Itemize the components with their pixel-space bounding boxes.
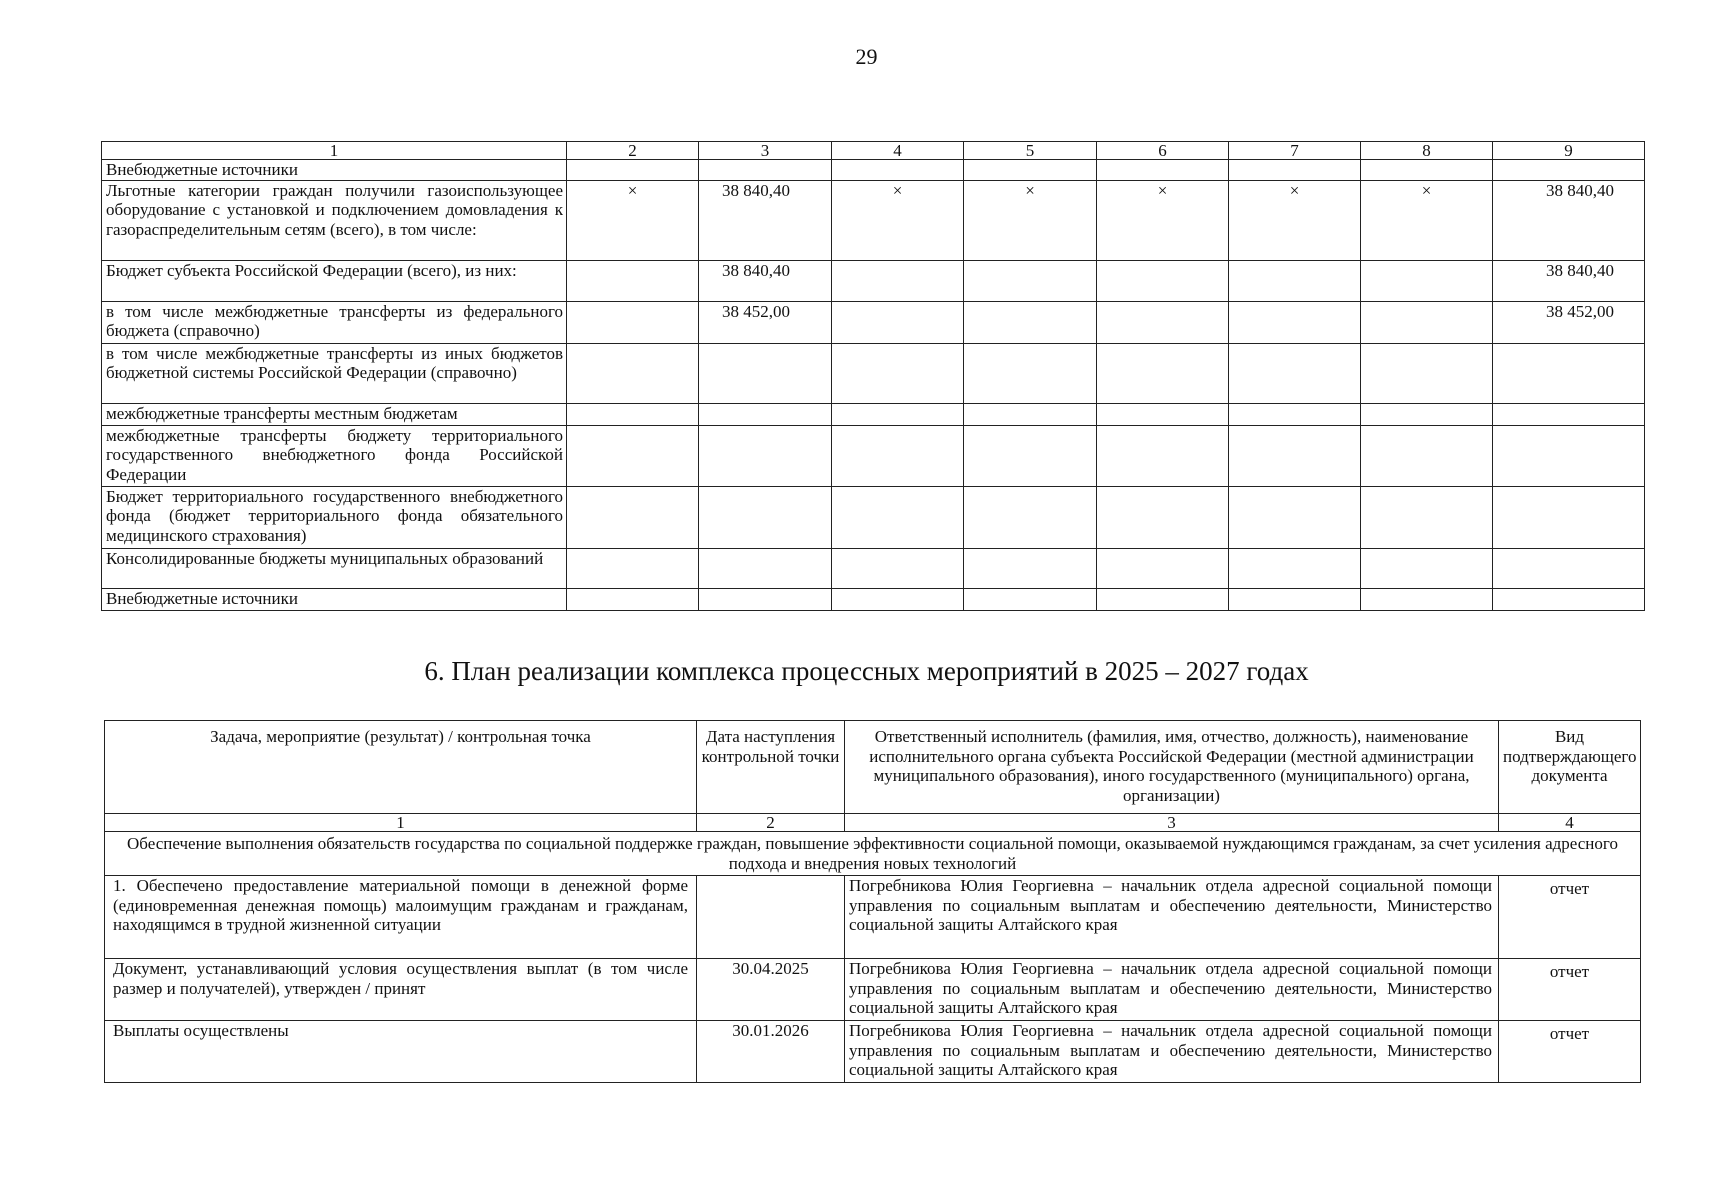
- cell: [832, 548, 964, 588]
- cell: [1097, 403, 1229, 425]
- cell: [1097, 301, 1229, 343]
- table-row: [102, 548, 1645, 588]
- cell: [1097, 425, 1229, 486]
- cell: [1493, 343, 1645, 403]
- row-label: в том числе межбюджетные трансферты из федерального бюджета (справочно): [102, 301, 567, 343]
- cell: [964, 588, 1097, 610]
- table-row: [102, 425, 1645, 486]
- cell: 38 452,00: [699, 301, 832, 343]
- cell: [964, 301, 1097, 343]
- row-label: межбюджетные трансферты местным бюджетам: [102, 403, 567, 425]
- cell: [1493, 160, 1645, 181]
- row-label: в том числе межбюджетные трансферты из иных бюджетов бюджетной системы Российской Федерации (справочно): [102, 343, 567, 403]
- cell: [832, 343, 964, 403]
- cell: [1229, 486, 1361, 548]
- cell: ×: [832, 180, 964, 260]
- column-header: 6: [1097, 142, 1229, 160]
- cell: [1361, 548, 1493, 588]
- activity-name: 1. Обеспечено предоставление материальной помощи в денежной форме (единовременная денежная помощь) малоимущим гражданам и гражданам, находящимся в трудной жизненной ситуации: [105, 876, 697, 959]
- row-label: Консолидированные бюджеты муниципальных образований: [102, 548, 567, 588]
- cell: [964, 403, 1097, 425]
- column-number: 1: [105, 814, 697, 832]
- cell: [699, 403, 832, 425]
- cell: ×: [1229, 180, 1361, 260]
- activity-name: Документ, устанавливающий условия осуществления выплат (в том числе размер и получателей), утвержден / принят: [105, 959, 697, 1021]
- cell: [964, 486, 1097, 548]
- cell: [567, 260, 699, 301]
- page-number: 29: [855, 44, 878, 69]
- cell: [1229, 548, 1361, 588]
- row-label: Бюджет субъекта Российской Федерации (всего), из них:: [102, 260, 567, 301]
- row-label: Внебюджетные источники: [102, 160, 567, 181]
- cell: [699, 160, 832, 181]
- cell: 38 840,40: [699, 180, 832, 260]
- cell: [832, 160, 964, 181]
- cell: [1361, 260, 1493, 301]
- cell: [699, 343, 832, 403]
- column-header: 5: [964, 142, 1097, 160]
- cell: [1361, 403, 1493, 425]
- row-label: межбюджетные трансферты бюджету территориального государственного внебюджетного фонда Российской Федерации: [102, 425, 567, 486]
- cell: [832, 486, 964, 548]
- cell: [1229, 343, 1361, 403]
- cell: [964, 160, 1097, 181]
- column-header: 1: [102, 142, 567, 160]
- budget-table-header: [102, 142, 1645, 160]
- cell: [567, 548, 699, 588]
- column-header: 3: [699, 142, 832, 160]
- cell: [699, 425, 832, 486]
- activity-name: Выплаты осуществлены: [105, 1021, 697, 1083]
- responsible-executor: Погребникова Юлия Георгиевна – начальник отдела адресной социальной помощи управления по социальным выплатам и обеспечению деятельности, Министерство социальной защиты Алтайского края: [845, 959, 1499, 1021]
- cell: [699, 486, 832, 548]
- table-row: [102, 588, 1645, 610]
- cell: [1361, 160, 1493, 181]
- table-row: [105, 876, 1641, 959]
- cell: [567, 403, 699, 425]
- cell: ×: [964, 180, 1097, 260]
- column-number: 4: [1499, 814, 1641, 832]
- table-row: [102, 486, 1645, 548]
- table-row: [102, 301, 1645, 343]
- cell: [1229, 588, 1361, 610]
- cell: ×: [1361, 180, 1493, 260]
- column-header: Дата наступления контрольной точки: [697, 721, 845, 814]
- plan-table: [104, 720, 1641, 1083]
- responsible-executor: Погребникова Юлия Георгиевна – начальник отдела адресной социальной помощи управления по социальным выплатам и обеспечению деятельности, Министерство социальной защиты Алтайского края: [845, 1021, 1499, 1083]
- cell: ×: [1097, 180, 1229, 260]
- cell: [964, 548, 1097, 588]
- document-type: отчет: [1499, 959, 1641, 1021]
- cell: [832, 425, 964, 486]
- cell: [1097, 343, 1229, 403]
- task-description: Обеспечение выполнения обязательств государства по социальной поддержке граждан, повышение эффективности социальной помощи, оказываемой нуждающимся гражданам, за счет усиления адресного подхода и внедрения новых технологий: [105, 832, 1641, 876]
- cell: [964, 425, 1097, 486]
- table-row: [102, 260, 1645, 301]
- cell: [832, 260, 964, 301]
- cell: [1097, 160, 1229, 181]
- row-label: Льготные категории граждан получили газоиспользующее оборудование с установкой и подключением домовладения к газораспределительным сетям (всего), в том числе:: [102, 180, 567, 260]
- table-row: [102, 343, 1645, 403]
- column-header: 9: [1493, 142, 1645, 160]
- cell: 38 452,00: [1493, 301, 1645, 343]
- table-row: [102, 180, 1645, 260]
- cell: [567, 588, 699, 610]
- cell: [832, 588, 964, 610]
- cell: 38 840,40: [699, 260, 832, 301]
- table-row: [105, 1021, 1641, 1083]
- document-type: отчет: [1499, 1021, 1641, 1083]
- cell: [567, 160, 699, 181]
- cell: [1229, 425, 1361, 486]
- cell: 38 840,40: [1493, 180, 1645, 260]
- cell: [1361, 486, 1493, 548]
- column-header: Вид подтверждающего документа: [1499, 721, 1641, 814]
- cell: [1361, 343, 1493, 403]
- cell: [1493, 403, 1645, 425]
- cell: 38 840,40: [1493, 260, 1645, 301]
- cell: [832, 301, 964, 343]
- cell: [1229, 260, 1361, 301]
- section-title: 6. План реализации комплекса процессных мероприятий в 2025 – 2027 годах: [424, 656, 1309, 686]
- document-type: отчет: [1499, 876, 1641, 959]
- column-header: Задача, мероприятие (результат) / контрольная точка: [105, 721, 697, 814]
- cell: [832, 403, 964, 425]
- cell: [1361, 301, 1493, 343]
- responsible-executor: Погребникова Юлия Георгиевна – начальник отдела адресной социальной помощи управления по социальным выплатам и обеспечению деятельности, Министерство социальной защиты Алтайского края: [845, 876, 1499, 959]
- cell: [1097, 548, 1229, 588]
- plan-table-column-numbers: [105, 814, 1641, 832]
- column-header: Ответственный исполнитель (фамилия, имя, отчество, должность), наименование исполнительного органа субъекта Российской Федерации (местной администрации муниципального образования), иного государственного (муниципального) органа, организации): [845, 721, 1499, 814]
- cell: [964, 260, 1097, 301]
- column-header: 8: [1361, 142, 1493, 160]
- control-date: [697, 876, 845, 959]
- column-number: 2: [697, 814, 845, 832]
- control-date: 30.04.2025: [697, 959, 845, 1021]
- table-row: [102, 403, 1645, 425]
- cell: ×: [567, 180, 699, 260]
- cell: [964, 343, 1097, 403]
- cell: [1361, 588, 1493, 610]
- column-header: 7: [1229, 142, 1361, 160]
- budget-table: [101, 141, 1645, 611]
- column-number: 3: [845, 814, 1499, 832]
- cell: [567, 343, 699, 403]
- cell: [1097, 260, 1229, 301]
- table-row: [102, 160, 1645, 181]
- cell: [1493, 425, 1645, 486]
- cell: [699, 588, 832, 610]
- cell: [1097, 486, 1229, 548]
- cell: [567, 301, 699, 343]
- cell: [699, 548, 832, 588]
- cell: [1493, 548, 1645, 588]
- cell: [567, 486, 699, 548]
- cell: [1097, 588, 1229, 610]
- column-header: 2: [567, 142, 699, 160]
- task-row: [105, 832, 1641, 876]
- cell: [1229, 403, 1361, 425]
- cell: [1361, 425, 1493, 486]
- cell: [1493, 588, 1645, 610]
- row-label: Внебюджетные источники: [102, 588, 567, 610]
- row-label: Бюджет территориального государственного внебюджетного фонда (бюджет территориального фонда обязательного медицинского страхования): [102, 486, 567, 548]
- control-date: 30.01.2026: [697, 1021, 845, 1083]
- cell: [567, 425, 699, 486]
- cell: [1229, 301, 1361, 343]
- cell: [1493, 486, 1645, 548]
- column-header: 4: [832, 142, 964, 160]
- plan-table-header: [105, 721, 1641, 814]
- table-row: [105, 959, 1641, 1021]
- cell: [1229, 160, 1361, 181]
